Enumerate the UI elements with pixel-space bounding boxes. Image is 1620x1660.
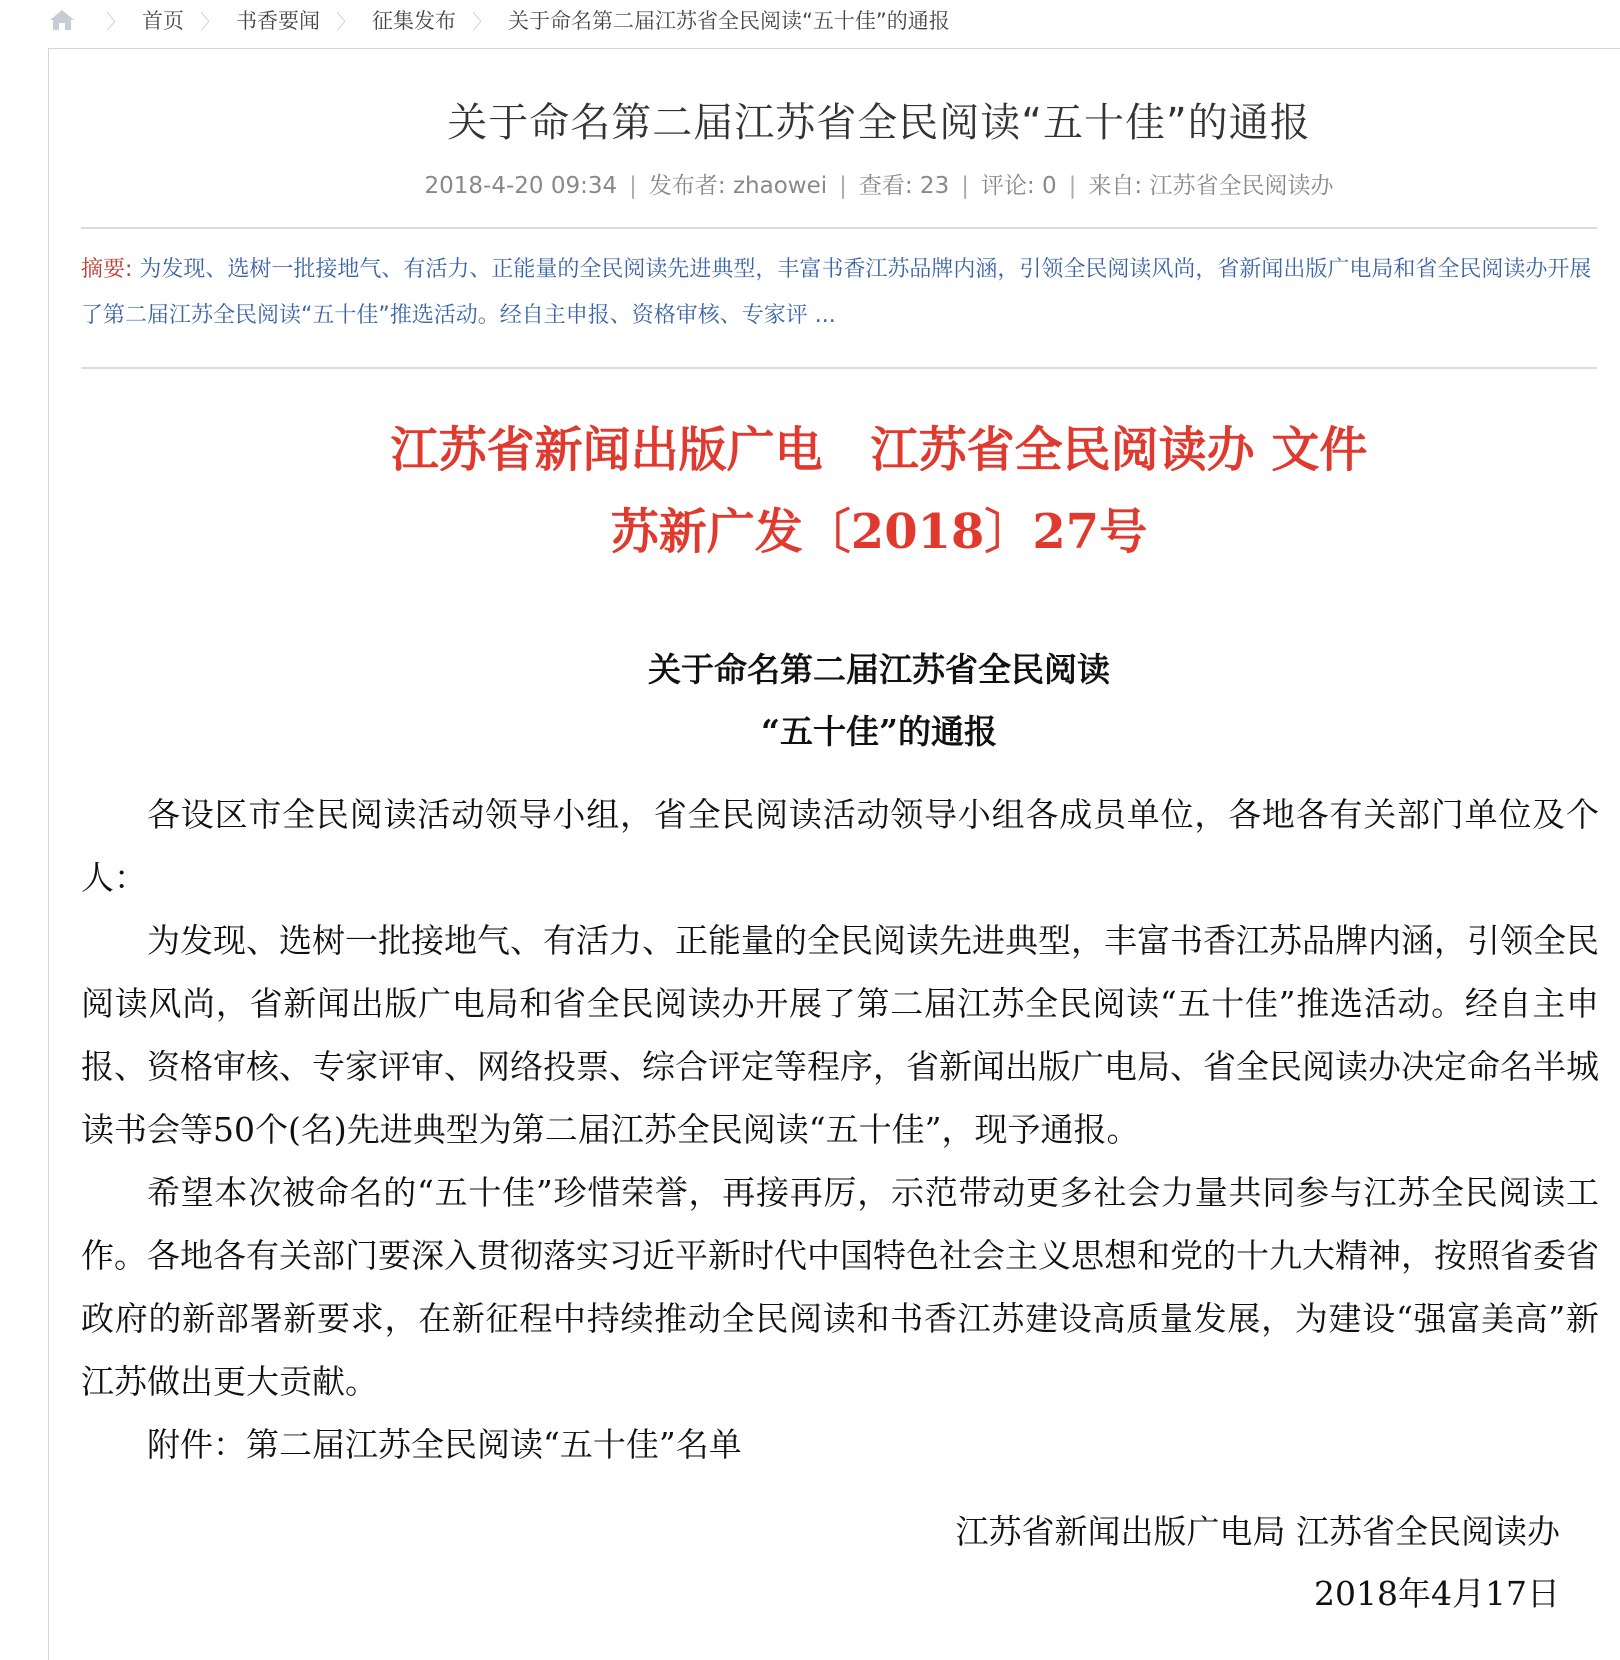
chevron-right-icon: 〉 — [106, 9, 126, 34]
divider — [81, 367, 1597, 369]
comment-count[interactable]: 评论: 0 — [980, 173, 1057, 199]
document-number: 苏新广发〔2018〕27号 — [610, 504, 1148, 560]
document-body — [81, 783, 1599, 1476]
chevron-right-icon: 〉 — [200, 9, 220, 34]
chevron-right-icon: 〉 — [336, 9, 356, 34]
body-paragraph: 为发现、选树一批接地气、有活力、正能量的全民阅读先进典型，丰富书香江苏品牌内涵，引领全民阅读风尚，省新闻出版广电局和省全民阅读办开展了第二届江苏全民阅读“五十佳”推选活动。经自主申报、资格审核、专家评审、网络投票、综合评定等程序，省新闻出版广电局、省全民阅读办决定命名半城读书会等50个(名)先进典型为第二届江苏全民阅读“五十佳”，现予通报。 — [81, 921, 1599, 1149]
meta-divider: | — [961, 173, 969, 199]
meta-divider: | — [839, 173, 847, 199]
publisher[interactable]: 发布者: zhaowei — [648, 173, 828, 199]
chevron-right-icon: 〉 — [472, 9, 492, 34]
article-summary — [81, 247, 1597, 339]
meta-divider: | — [629, 173, 637, 199]
summary-label: 摘要: — [81, 257, 133, 282]
summary-text: 为发现、选树一批接地气、有活力、正能量的全民阅读先进典型，丰富书香江苏品牌内涵，引领全民阅读风尚，省新闻出版广电局和省全民阅读办开展了第二届江苏全民阅读“五十佳”推选活动。经自主申报、资格审核、专家评 ... — [81, 257, 1592, 328]
document-title — [49, 639, 1620, 763]
salutation: 各设区市全民阅读活动领导小组，省全民阅读活动领导小组各成员单位，各地各有关部门单位及个人： — [81, 795, 1599, 897]
article-title: 关于命名第二届江苏省全民阅读“五十佳”的通报 — [447, 100, 1311, 146]
breadcrumb-collection-link[interactable]: 征集发布 — [372, 9, 456, 33]
meta-divider: | — [1068, 173, 1077, 199]
home-icon[interactable] — [48, 8, 76, 32]
document-signature — [956, 1501, 1561, 1625]
document-issuer: 江苏省新闻出版广电 江苏省全民阅读办 文件 — [390, 422, 1368, 478]
divider — [81, 227, 1597, 229]
breadcrumb-current-page[interactable]: 关于命名第二届江苏省全民阅读“五十佳”的通报 — [508, 9, 950, 33]
document-title-line2: “五十佳”的通报 — [761, 712, 997, 751]
article-source: 来自: 江苏省全民阅读办 — [1088, 173, 1334, 199]
breadcrumb-news-link[interactable]: 书香要闻 — [236, 9, 320, 33]
article-panel — [48, 48, 1620, 1660]
body-paragraph: 希望本次被命名的“五十佳”珍惜荣誉，再接再厉，示范带动更多社会力量共同参与江苏全民阅读工作。各地各有关部门要深入贯彻落实习近平新时代中国特色社会主义思想和党的十九大精神，按照省委省政府的新部署新要求，在新征程中持续推动全民阅读和书香江苏建设高质量发展，为建设“强富美高”新江苏做出更大贡献。 — [81, 1173, 1599, 1401]
breadcrumb — [0, 0, 1620, 40]
article-meta — [49, 167, 1620, 200]
document-header — [49, 409, 1620, 573]
signature-issuer: 江苏省新闻出版广电局 江苏省全民阅读办 — [955, 1512, 1560, 1551]
publish-datetime: 2018-4-20 09:34 — [424, 173, 618, 199]
breadcrumb-home-link[interactable]: 首页 — [142, 9, 184, 33]
attachment-note: 附件：第二届江苏全民阅读“五十佳”名单 — [147, 1425, 742, 1464]
signature-date: 2018年4月17日 — [1314, 1574, 1560, 1613]
view-count: 查看: 23 — [858, 173, 950, 199]
document-title-line1: 关于命名第二届江苏省全民阅读 — [648, 650, 1110, 689]
